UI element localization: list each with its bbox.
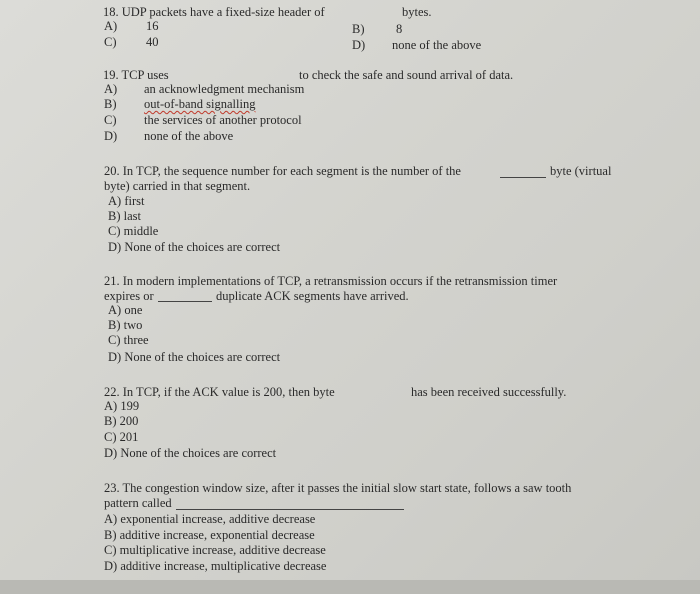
q19-option-a-letter: A): [104, 82, 118, 96]
q20-blank: [500, 177, 546, 178]
q18-option-d-text: none of the above: [392, 38, 482, 52]
q23-stem: 23. The congestion window size, after it passes the initial slow start state, follows a saw tooth: [104, 481, 572, 495]
q22-option-c: C) 201: [104, 430, 139, 444]
q18-tail: bytes.: [402, 5, 432, 19]
q18-option-a-text: 16: [146, 19, 159, 33]
q20-option-b: B) last: [108, 209, 141, 223]
q19-option-c-letter: C): [104, 113, 117, 127]
q23-option-d: D) additive increase, multiplicative decrease: [104, 559, 327, 573]
q21-stem-continued-a: expires or: [104, 289, 154, 303]
q23-stem-continued: pattern called: [104, 496, 172, 510]
q19-option-d-letter: D): [104, 129, 118, 143]
q19-option-c-text: the services of another protocol: [144, 113, 302, 127]
q20-stem-continued: byte) carried in that segment.: [104, 179, 251, 193]
q19-tail: to check the safe and sound arrival of data.: [299, 68, 514, 82]
q21-option-d: D) None of the choices are correct: [108, 350, 281, 364]
q18-option-c-text: 40: [146, 35, 159, 49]
q21-stem: 21. In modern implementations of TCP, a retransmission occurs if the retransmission timer: [104, 274, 558, 288]
q21-option-b: B) two: [108, 318, 143, 332]
q22-tail: has been received successfully.: [411, 385, 567, 399]
q20-option-c: C) middle: [108, 224, 159, 238]
q20-tail: byte (virtual: [550, 164, 612, 178]
q18-option-b-text: 8: [396, 22, 403, 36]
q21-option-c: C) three: [108, 333, 149, 347]
q21-stem-continued-b: duplicate ACK segments have arrived.: [216, 289, 409, 303]
q23-blank: [176, 509, 404, 510]
q18-option-a-letter: A): [104, 19, 118, 33]
q22-stem: 22. In TCP, if the ACK value is 200, then byte: [104, 385, 335, 399]
q22-option-d: D) None of the choices are correct: [104, 446, 277, 460]
q18-stem: 18. UDP packets have a fixed-size header of: [103, 5, 325, 19]
q23-option-c: C) multiplicative increase, additive decrease: [104, 543, 326, 557]
q19-option-a-text: an acknowledgment mechanism: [144, 82, 305, 96]
q23-option-b: B) additive increase, exponential decrease: [104, 528, 315, 542]
q19-option-d-text: none of the above: [144, 129, 234, 143]
q21-option-a: A) one: [108, 303, 143, 317]
q18-option-b-letter: B): [352, 22, 365, 36]
q22-option-b: B) 200: [104, 414, 139, 428]
q21-blank: [158, 301, 212, 302]
q19-option-b-letter: B): [104, 97, 117, 111]
q20-option-a: A) first: [108, 194, 145, 208]
q22-option-a: A) 199: [104, 399, 140, 413]
q20-stem: 20. In TCP, the sequence number for each segment is the number of the: [104, 164, 461, 178]
q18-option-d-letter: D): [352, 38, 366, 52]
q19-option-b-text: out-of-band signalling: [144, 97, 256, 111]
q18-option-c-letter: C): [104, 35, 117, 49]
q20-option-d: D) None of the choices are correct: [108, 240, 281, 254]
page-bottom-edge: [0, 580, 700, 594]
q23-option-a: A) exponential increase, additive decrease: [104, 512, 316, 526]
q19-stem: 19. TCP uses: [103, 68, 169, 82]
